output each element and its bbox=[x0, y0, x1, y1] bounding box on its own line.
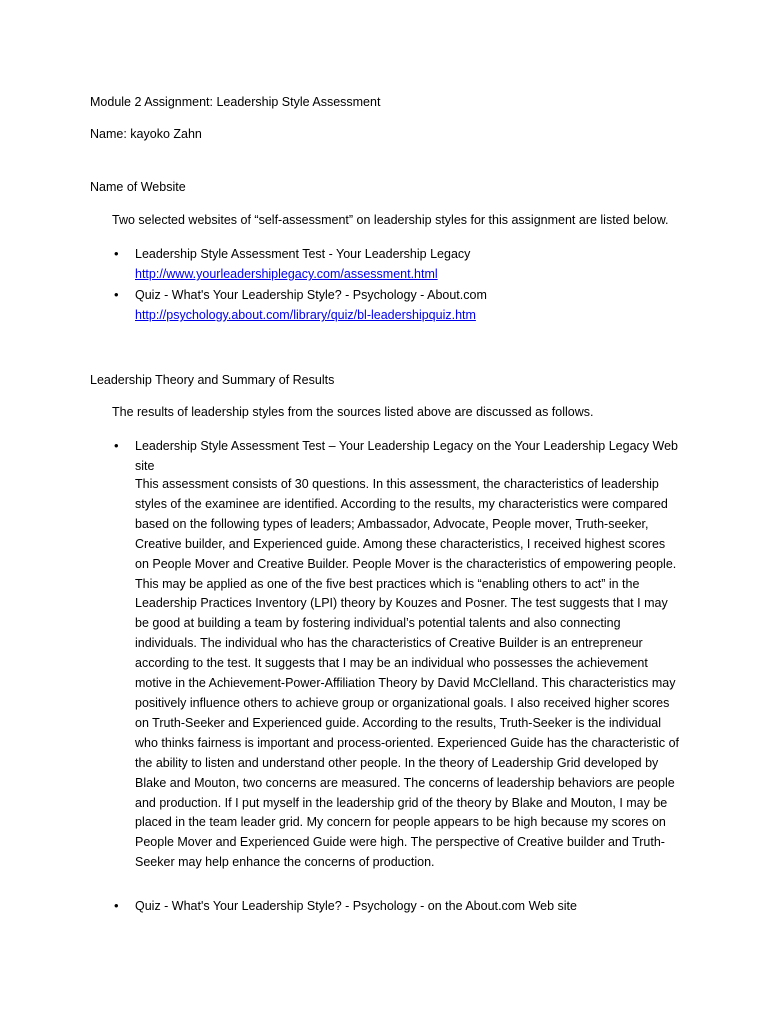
website-link-yourleadershiplegacy[interactable]: http://www.yourleadershiplegacy.com/assessment.html bbox=[135, 267, 438, 281]
result-item-body: This assessment consists of 30 questions. In this assessment, the characteristics of leadership styles of the examinee are identified. According to the results, my characteristics were compared based on the following types of leaders; Ambassador, Advocate, People mover, Truth-seeker, Creative builder, and Experienced guide. Among these characteristics, I received highest scores on People Mover and Creative Builder. People Mover is the characteristics of empowering people. This may be applied as one of the five best practices which is “enabling others to act” in the Leadership Practices Inventory (LPI) theory by Kouzes and Posner. The test suggests that I may be good at building a team by fostering individual’s potential talents and also connecting individuals. The individual who has the characteristics of Creative Builder is an entrepreneur according to the test. It suggests that I may be an individual who possesses the achievement motive in the Achievement-Power-Affiliation Theory by David McClelland. This characteristics may positively influence others to achieve group or organizational goals. I also received higher scores on Truth-Seeker and Experienced guide. According to the results, Truth-Seeker is the individual who thinks fairness is important and process-oriented. Experienced Guide has the characteristic of the ability to listen and understand other people. In the theory of Leadership Grid developed by Blake and Mouton, two concerns are measured. The concerns of leadership behaviors are people and production. If I put myself in the leadership grid of the theory by Blake and Mouton, I may be placed in the team leader grid. My concern for people appears to be high because my scores on People Mover and Experienced Guide were high. The perspective of Creative builder and Truth-Seeker may help enhance the concerns of production. bbox=[135, 477, 680, 870]
website-item-title: Quiz - What's Your Leadership Style? - Psychology - About.com bbox=[135, 288, 487, 302]
bullet-icon: • bbox=[114, 246, 119, 261]
website-link-about-psychology[interactable]: http://psychology.about.com/library/quiz/bl-leadershipquiz.htm bbox=[135, 308, 476, 322]
bullet-icon: • bbox=[114, 898, 119, 913]
website-item-link[interactable] bbox=[135, 305, 476, 325]
result-item-title-continued: site bbox=[135, 459, 155, 473]
author-name: Name: kayoko Zahn bbox=[90, 127, 202, 141]
section-intro-website: Two selected websites of “self-assessment” on leadership styles for this assignment are listed below. bbox=[112, 213, 669, 227]
section-heading-theory: Leadership Theory and Summary of Results bbox=[90, 373, 335, 387]
website-item-link[interactable] bbox=[135, 264, 438, 284]
section-intro-theory: The results of leadership styles from the sources listed above are discussed as follows. bbox=[112, 405, 594, 419]
website-item-title: Leadership Style Assessment Test - Your Leadership Legacy bbox=[135, 247, 471, 261]
bullet-icon: • bbox=[114, 438, 119, 453]
section-heading-website: Name of Website bbox=[90, 180, 186, 194]
result-item-title: Quiz - What's Your Leadership Style? - Psychology - on the About.com Web site bbox=[135, 899, 577, 913]
document-title: Module 2 Assignment: Leadership Style Assessment bbox=[90, 95, 381, 109]
result-item-title: Leadership Style Assessment Test – Your Leadership Legacy on the Your Leadership Legacy Web bbox=[135, 439, 678, 453]
bullet-icon: • bbox=[114, 287, 119, 302]
